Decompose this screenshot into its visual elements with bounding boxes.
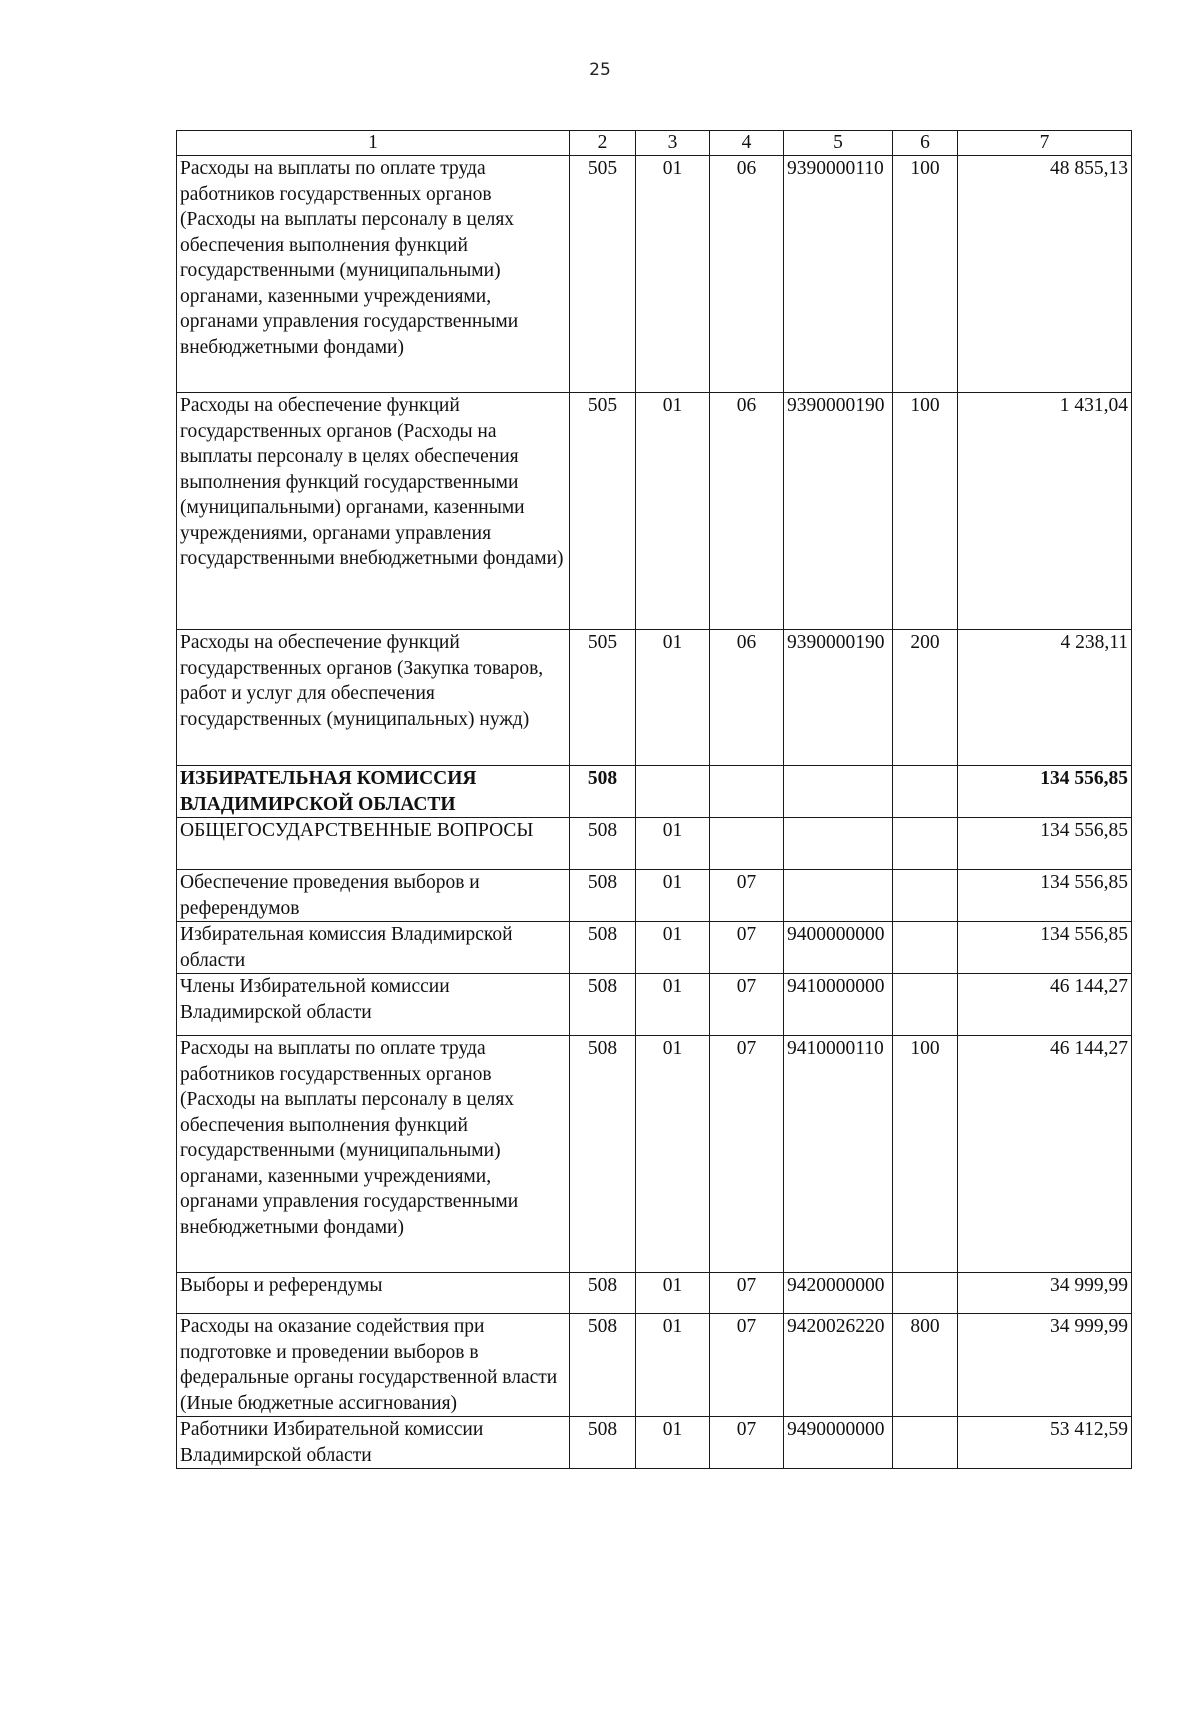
- row-col-4: 06: [710, 156, 784, 393]
- header-col-3: 3: [636, 131, 710, 156]
- row-name: Обеспечение проведения выборов и референдумов: [177, 870, 570, 922]
- table-row: [177, 393, 1132, 630]
- row-col-5: 9420026220: [784, 1314, 893, 1417]
- row-col-3: 01: [636, 870, 710, 922]
- row-col-6: 800: [893, 1314, 958, 1417]
- row-col-5: [784, 766, 893, 818]
- row-col-4: [710, 766, 784, 818]
- row-col-4: 07: [710, 870, 784, 922]
- row-col-4: [710, 818, 784, 870]
- row-col-6: [893, 766, 958, 818]
- row-name: Работники Избирательной комиссии Владимирской области: [177, 1417, 570, 1469]
- table-row: [177, 870, 1132, 922]
- header-col-6: 6: [893, 131, 958, 156]
- table-row: [177, 1314, 1132, 1417]
- row-amount: 134 556,85: [958, 870, 1132, 922]
- row-amount: 48 855,13: [958, 156, 1132, 393]
- row-col-2: 508: [570, 1036, 636, 1273]
- table-row: [177, 1036, 1132, 1273]
- row-name: Расходы на обеспечение функций государственных органов (Расходы на выплаты персоналу в целях обеспечения выполнения функций государственными (муниципальными) органами, казенными учреждениями, органами управления государственными внебюджетными фондами): [177, 393, 570, 630]
- table-row-section: [177, 766, 1132, 818]
- row-col-5: 9390000110: [784, 156, 893, 393]
- row-col-3: 01: [636, 393, 710, 630]
- row-name: Расходы на обеспечение функций государственных органов (Закупка товаров, работ и услуг для обеспечения государственных (муниципальных) нужд): [177, 630, 570, 766]
- row-col-3: 01: [636, 156, 710, 393]
- row-name: Члены Избирательной комиссии Владимирской области: [177, 974, 570, 1036]
- row-col-3: 01: [636, 630, 710, 766]
- row-col-4: 07: [710, 1417, 784, 1469]
- row-name: Избирательная комиссия Владимирской области: [177, 922, 570, 974]
- row-col-5: [784, 818, 893, 870]
- row-col-5: 9390000190: [784, 630, 893, 766]
- row-col-3: 01: [636, 922, 710, 974]
- row-col-2: 508: [570, 974, 636, 1036]
- row-col-3: 01: [636, 1036, 710, 1273]
- row-col-2: 508: [570, 1417, 636, 1469]
- row-col-2: 505: [570, 156, 636, 393]
- row-col-2: 508: [570, 766, 636, 818]
- header-col-7: 7: [958, 131, 1132, 156]
- header-col-1: 1: [177, 131, 570, 156]
- row-col-5: 9410000110: [784, 1036, 893, 1273]
- row-col-4: 07: [710, 974, 784, 1036]
- row-col-6: [893, 818, 958, 870]
- row-amount: 46 144,27: [958, 974, 1132, 1036]
- row-col-4: 07: [710, 1314, 784, 1417]
- row-col-6: [893, 1417, 958, 1469]
- row-col-5: 9420000000: [784, 1273, 893, 1314]
- row-col-3: 01: [636, 974, 710, 1036]
- row-col-6: 200: [893, 630, 958, 766]
- row-name: Расходы на оказание содействия при подготовке и проведении выборов в федеральные органы государственной власти (Иные бюджетные ассигнования): [177, 1314, 570, 1417]
- row-col-5: 9410000000: [784, 974, 893, 1036]
- table-row: [177, 922, 1132, 974]
- row-col-2: 505: [570, 630, 636, 766]
- row-col-5: 9390000190: [784, 393, 893, 630]
- row-amount: 134 556,85: [958, 818, 1132, 870]
- row-name: Расходы на выплаты по оплате труда работников государственных органов (Расходы на выплаты персоналу в целях обеспечения выполнения функций государственными (муниципальными) органами, казенными учреждениями, органами управления государственными внебюджетными фондами): [177, 156, 570, 393]
- table-row: [177, 818, 1132, 870]
- row-col-2: 508: [570, 870, 636, 922]
- row-col-6: 100: [893, 393, 958, 630]
- row-col-6: [893, 974, 958, 1036]
- row-col-2: 505: [570, 393, 636, 630]
- table-row: [177, 974, 1132, 1036]
- table-row: [177, 156, 1132, 393]
- row-col-2: 508: [570, 1314, 636, 1417]
- row-name: Расходы на выплаты по оплате труда работников государственных органов (Расходы на выплаты персоналу в целях обеспечения выполнения функций государственными (муниципальными) органами, казенными учреждениями, органами управления государственными внебюджетными фондами): [177, 1036, 570, 1273]
- header-row: [177, 131, 1132, 156]
- table-row: [177, 1417, 1132, 1469]
- row-col-3: 01: [636, 1417, 710, 1469]
- row-amount: 53 412,59: [958, 1417, 1132, 1469]
- header-col-5: 5: [784, 131, 893, 156]
- row-amount: 134 556,85: [958, 922, 1132, 974]
- row-col-6: 100: [893, 156, 958, 393]
- row-col-2: 508: [570, 1273, 636, 1314]
- header-col-2: 2: [570, 131, 636, 156]
- row-amount: 4 238,11: [958, 630, 1132, 766]
- row-col-2: 508: [570, 818, 636, 870]
- page-number: 25: [589, 60, 611, 80]
- header-col-4: 4: [710, 131, 784, 156]
- row-name: ИЗБИРАТЕЛЬНАЯ КОМИССИЯ ВЛАДИМИРСКОЙ ОБЛАСТИ: [177, 766, 570, 818]
- table-row: [177, 1273, 1132, 1314]
- row-name: Выборы и референдумы: [177, 1273, 570, 1314]
- row-col-4: 07: [710, 1036, 784, 1273]
- row-col-4: 07: [710, 922, 784, 974]
- row-col-4: 07: [710, 1273, 784, 1314]
- row-col-6: [893, 1273, 958, 1314]
- budget-table: [176, 130, 1132, 1469]
- row-col-5: 9490000000: [784, 1417, 893, 1469]
- row-col-4: 06: [710, 393, 784, 630]
- row-amount: 46 144,27: [958, 1036, 1132, 1273]
- row-name: ОБЩЕГОСУДАРСТВЕННЫЕ ВОПРОСЫ: [177, 818, 570, 870]
- row-col-6: [893, 870, 958, 922]
- row-amount: 34 999,99: [958, 1314, 1132, 1417]
- row-col-3: 01: [636, 1314, 710, 1417]
- row-col-6: 100: [893, 1036, 958, 1273]
- row-amount: 1 431,04: [958, 393, 1132, 630]
- table-row: [177, 630, 1132, 766]
- row-col-5: 9400000000: [784, 922, 893, 974]
- row-col-4: 06: [710, 630, 784, 766]
- row-amount: 34 999,99: [958, 1273, 1132, 1314]
- row-col-3: 01: [636, 1273, 710, 1314]
- row-col-6: [893, 922, 958, 974]
- row-col-3: 01: [636, 818, 710, 870]
- row-col-3: [636, 766, 710, 818]
- row-col-2: 508: [570, 922, 636, 974]
- row-col-5: [784, 870, 893, 922]
- row-amount: 134 556,85: [958, 766, 1132, 818]
